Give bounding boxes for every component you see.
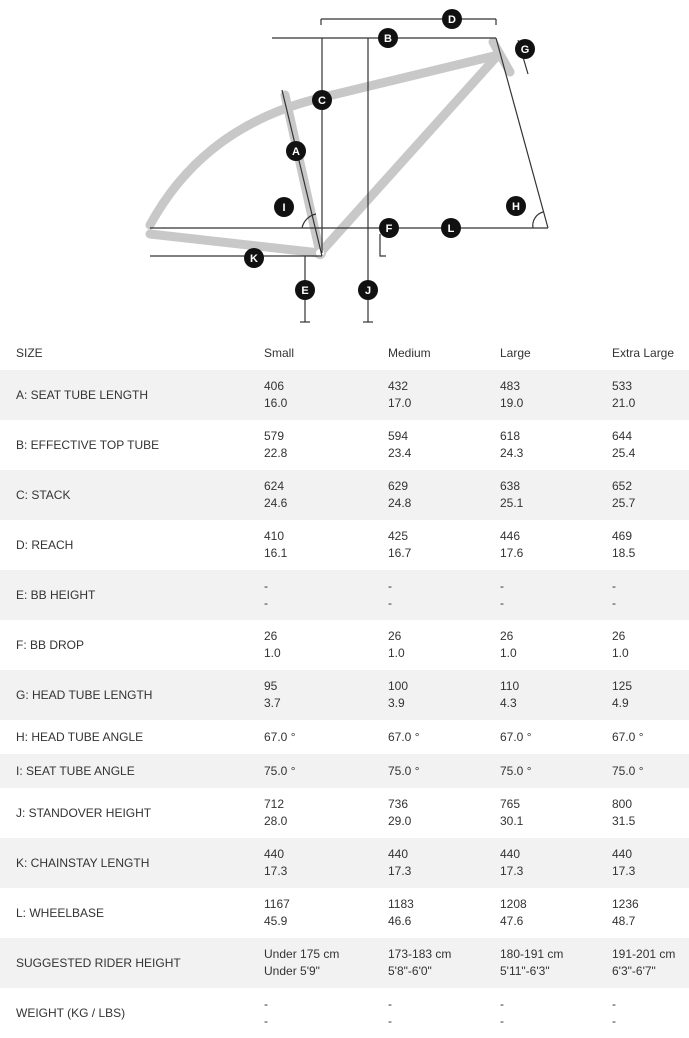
value-cell xyxy=(386,620,498,670)
table-row xyxy=(0,938,689,988)
row-label: WEIGHT (KG / LBS) xyxy=(16,1005,126,1020)
value-cell xyxy=(262,370,386,420)
value-secondary: 18.5 xyxy=(612,546,636,560)
value-primary: 432 xyxy=(388,379,409,393)
value-cell xyxy=(262,838,386,888)
value-secondary: 1.0 xyxy=(264,646,281,660)
value-primary: - xyxy=(500,997,504,1011)
value-primary: 75.0 ° xyxy=(500,763,532,778)
value-cell xyxy=(262,420,386,470)
marker-l-label: L xyxy=(447,223,455,235)
value-cell xyxy=(498,520,610,570)
value-primary: 533 xyxy=(612,379,633,393)
value-secondary: 30.1 xyxy=(500,814,524,828)
value-primary: - xyxy=(264,997,268,1011)
value-cell xyxy=(498,888,610,938)
value-primary: 594 xyxy=(388,429,409,443)
value-primary: 26 xyxy=(500,629,514,643)
header-medium: Medium xyxy=(388,345,431,360)
value-cell xyxy=(498,788,610,838)
row-label: C: STACK xyxy=(16,487,71,502)
table-row xyxy=(0,988,689,1038)
value-secondary: 6'3"-6'7" xyxy=(612,964,656,978)
value-cell xyxy=(498,620,610,670)
value-primary: 629 xyxy=(388,479,409,493)
row-label: D: REACH xyxy=(16,537,74,552)
marker-f xyxy=(379,218,399,238)
table-header-row xyxy=(0,336,689,370)
value-secondary: 17.3 xyxy=(612,864,636,878)
marker-b-label: B xyxy=(384,33,392,45)
value-primary: 638 xyxy=(500,479,521,493)
marker-d xyxy=(442,9,462,29)
value-primary: 67.0 ° xyxy=(388,729,420,744)
value-primary: - xyxy=(500,579,504,593)
value-cell xyxy=(498,754,610,788)
marker-b xyxy=(378,28,398,48)
bb-drop-bracket xyxy=(380,234,386,256)
bike-geometry-diagram xyxy=(0,0,689,330)
marker-i xyxy=(274,197,294,217)
value-primary: - xyxy=(612,997,616,1011)
value-primary: 736 xyxy=(388,797,409,811)
geometry-table xyxy=(0,336,689,1038)
marker-k xyxy=(244,248,264,268)
header-large: Large xyxy=(500,345,531,360)
value-primary: - xyxy=(388,579,392,593)
value-cell xyxy=(386,888,498,938)
value-primary: 26 xyxy=(612,629,626,643)
value-secondary: 5'8"-6'0" xyxy=(388,964,432,978)
row-label: J: STANDOVER HEIGHT xyxy=(16,805,152,820)
row-label: G: HEAD TUBE LENGTH xyxy=(16,687,153,702)
marker-l xyxy=(441,218,461,238)
row-label: K: CHAINSTAY LENGTH xyxy=(16,855,150,870)
value-secondary: 1.0 xyxy=(612,646,629,660)
value-primary: 469 xyxy=(612,529,633,543)
value-secondary: 3.7 xyxy=(264,696,281,710)
value-cell xyxy=(610,788,689,838)
value-primary: 67.0 ° xyxy=(264,729,296,744)
value-primary: 1167 xyxy=(264,897,290,911)
value-cell xyxy=(386,470,498,520)
value-primary: 440 xyxy=(612,847,633,861)
value-primary: 644 xyxy=(612,429,633,443)
value-cell xyxy=(498,720,610,754)
value-secondary: 45.9 xyxy=(264,914,288,928)
header-size: SIZE xyxy=(16,345,43,360)
value-primary: 446 xyxy=(500,529,521,543)
marker-k-label: K xyxy=(250,253,258,265)
value-secondary: 24.3 xyxy=(500,446,524,460)
value-secondary: - xyxy=(264,1014,268,1028)
value-cell xyxy=(498,988,610,1038)
value-cell xyxy=(386,754,498,788)
value-primary: 579 xyxy=(264,429,285,443)
value-primary: 26 xyxy=(264,629,278,643)
value-primary: 1236 xyxy=(612,897,639,911)
value-primary: 75.0 ° xyxy=(388,763,420,778)
value-secondary: - xyxy=(388,1014,392,1028)
value-secondary: - xyxy=(264,596,268,610)
value-secondary: 48.7 xyxy=(612,914,636,928)
value-secondary: 17.6 xyxy=(500,546,524,560)
value-secondary: 24.6 xyxy=(264,496,288,510)
row-label: A: SEAT TUBE LENGTH xyxy=(16,387,149,402)
row-label: E: BB HEIGHT xyxy=(16,587,96,602)
marker-h-label: H xyxy=(512,201,520,213)
value-cell xyxy=(610,470,689,520)
value-primary: 765 xyxy=(500,797,521,811)
table-row xyxy=(0,370,689,420)
value-secondary: - xyxy=(612,596,616,610)
marker-h xyxy=(506,196,526,216)
value-primary: 1183 xyxy=(388,897,414,911)
table-row xyxy=(0,470,689,520)
table-row xyxy=(0,838,689,888)
value-secondary: 19.0 xyxy=(500,396,524,410)
value-cell xyxy=(386,788,498,838)
value-primary: 180-191 cm xyxy=(500,947,564,961)
value-primary: 440 xyxy=(500,847,521,861)
value-secondary: - xyxy=(500,1014,504,1028)
value-secondary: 28.0 xyxy=(264,814,288,828)
table-row xyxy=(0,420,689,470)
value-primary: 191-201 cm xyxy=(612,947,676,961)
value-cell xyxy=(386,670,498,720)
value-secondary: 24.8 xyxy=(388,496,412,510)
table-row xyxy=(0,520,689,570)
value-secondary: 1.0 xyxy=(500,646,517,660)
value-cell xyxy=(262,720,386,754)
marker-e-label: E xyxy=(301,285,309,297)
value-secondary: 4.9 xyxy=(612,696,629,710)
value-cell xyxy=(610,938,689,988)
value-cell xyxy=(386,520,498,570)
value-secondary: 29.0 xyxy=(388,814,412,828)
value-primary: 624 xyxy=(264,479,285,493)
value-cell xyxy=(610,670,689,720)
marker-j xyxy=(358,280,378,300)
value-secondary: Under 5'9" xyxy=(264,964,320,978)
value-primary: 173-183 cm xyxy=(388,947,452,961)
value-cell xyxy=(262,520,386,570)
value-cell xyxy=(498,370,610,420)
table-row xyxy=(0,754,689,788)
value-secondary: 4.3 xyxy=(500,696,517,710)
value-cell xyxy=(610,754,689,788)
value-secondary: 17.0 xyxy=(388,396,412,410)
marker-j-label: J xyxy=(364,285,372,297)
value-cell xyxy=(498,838,610,888)
table-row xyxy=(0,720,689,754)
table-row xyxy=(0,888,689,938)
value-primary: 95 xyxy=(264,679,278,693)
row-label: B: EFFECTIVE TOP TUBE xyxy=(16,437,160,452)
value-primary: 75.0 ° xyxy=(264,763,296,778)
value-cell xyxy=(610,370,689,420)
value-cell xyxy=(610,570,689,620)
value-cell xyxy=(610,888,689,938)
marker-c xyxy=(312,90,332,110)
value-primary: 100 xyxy=(388,679,409,693)
value-primary: 712 xyxy=(264,797,285,811)
value-primary: 75.0 ° xyxy=(612,763,644,778)
value-cell xyxy=(610,420,689,470)
value-primary: 125 xyxy=(612,679,633,693)
header-small: Small xyxy=(264,345,295,360)
value-cell xyxy=(386,988,498,1038)
value-primary: - xyxy=(264,579,268,593)
value-primary: 67.0 ° xyxy=(500,729,532,744)
value-primary: 440 xyxy=(264,847,285,861)
value-primary: - xyxy=(612,579,616,593)
marker-d-label: D xyxy=(448,14,456,26)
value-cell xyxy=(262,670,386,720)
value-secondary: 22.8 xyxy=(264,446,288,460)
top-tube xyxy=(150,55,498,225)
value-cell xyxy=(262,938,386,988)
value-primary: 26 xyxy=(388,629,402,643)
chainstay xyxy=(150,234,320,253)
value-secondary: - xyxy=(500,596,504,610)
value-cell xyxy=(610,720,689,754)
value-cell xyxy=(262,620,386,670)
value-cell xyxy=(262,988,386,1038)
h-angle-arc xyxy=(533,212,543,228)
marker-c-label: C xyxy=(318,95,326,107)
seat-angle-ref xyxy=(282,90,322,256)
value-secondary: 25.1 xyxy=(500,496,524,510)
marker-a-label: A xyxy=(292,146,300,158)
value-primary: Under 175 cm xyxy=(264,947,340,961)
value-cell xyxy=(498,938,610,988)
value-secondary: 31.5 xyxy=(612,814,636,828)
row-label: I: SEAT TUBE ANGLE xyxy=(16,763,135,778)
value-secondary: 17.3 xyxy=(500,864,524,878)
value-cell xyxy=(262,788,386,838)
value-secondary: 16.0 xyxy=(264,396,288,410)
row-label: H: HEAD TUBE ANGLE xyxy=(16,729,144,744)
table-row xyxy=(0,620,689,670)
value-primary: 483 xyxy=(500,379,521,393)
marker-f-label: F xyxy=(385,223,393,235)
value-primary: 800 xyxy=(612,797,633,811)
value-secondary: 16.7 xyxy=(388,546,412,560)
row-label: L: WHEELBASE xyxy=(16,905,105,920)
value-secondary: 16.1 xyxy=(264,546,288,560)
value-cell xyxy=(386,370,498,420)
value-primary: 1208 xyxy=(500,897,527,911)
value-primary: 406 xyxy=(264,379,285,393)
down-tube xyxy=(320,55,498,253)
value-cell xyxy=(262,888,386,938)
value-secondary: 5'11"-6'3" xyxy=(500,964,550,978)
value-cell xyxy=(610,520,689,570)
value-secondary: 25.7 xyxy=(612,496,636,510)
value-secondary: - xyxy=(612,1014,616,1028)
marker-g xyxy=(515,39,535,59)
value-cell xyxy=(498,570,610,620)
value-cell xyxy=(610,620,689,670)
value-primary: - xyxy=(388,997,392,1011)
value-primary: 410 xyxy=(264,529,285,543)
value-cell xyxy=(386,938,498,988)
value-cell xyxy=(386,420,498,470)
value-secondary: 47.6 xyxy=(500,914,524,928)
value-cell xyxy=(498,470,610,520)
marker-i-label: I xyxy=(282,202,286,214)
row-label: F: BB DROP xyxy=(16,637,85,652)
table-row xyxy=(0,788,689,838)
table-row xyxy=(0,570,689,620)
marker-g-label: G xyxy=(520,44,530,56)
marker-a xyxy=(286,141,306,161)
value-primary: 67.0 ° xyxy=(612,729,644,744)
value-primary: 425 xyxy=(388,529,409,543)
value-cell xyxy=(386,720,498,754)
value-secondary: 46.6 xyxy=(388,914,412,928)
table-body xyxy=(0,370,689,1038)
value-primary: 110 xyxy=(500,679,520,693)
header-extra-large: Extra Large xyxy=(612,345,675,360)
value-cell xyxy=(610,838,689,888)
row-label: SUGGESTED RIDER HEIGHT xyxy=(16,955,181,970)
value-secondary: 23.4 xyxy=(388,446,412,460)
value-cell xyxy=(386,838,498,888)
value-secondary: 21.0 xyxy=(612,396,636,410)
value-secondary: 17.3 xyxy=(264,864,288,878)
value-cell xyxy=(262,570,386,620)
table-row xyxy=(0,670,689,720)
value-secondary: 3.9 xyxy=(388,696,405,710)
value-primary: 440 xyxy=(388,847,409,861)
value-secondary: 25.4 xyxy=(612,446,636,460)
marker-e xyxy=(295,280,315,300)
value-cell xyxy=(386,570,498,620)
value-secondary: 17.3 xyxy=(388,864,412,878)
value-cell xyxy=(262,754,386,788)
value-secondary: 1.0 xyxy=(388,646,405,660)
value-cell xyxy=(262,470,386,520)
value-cell xyxy=(498,670,610,720)
value-primary: 652 xyxy=(612,479,633,493)
value-cell xyxy=(610,988,689,1038)
value-secondary: - xyxy=(388,596,392,610)
value-primary: 618 xyxy=(500,429,521,443)
value-cell xyxy=(498,420,610,470)
